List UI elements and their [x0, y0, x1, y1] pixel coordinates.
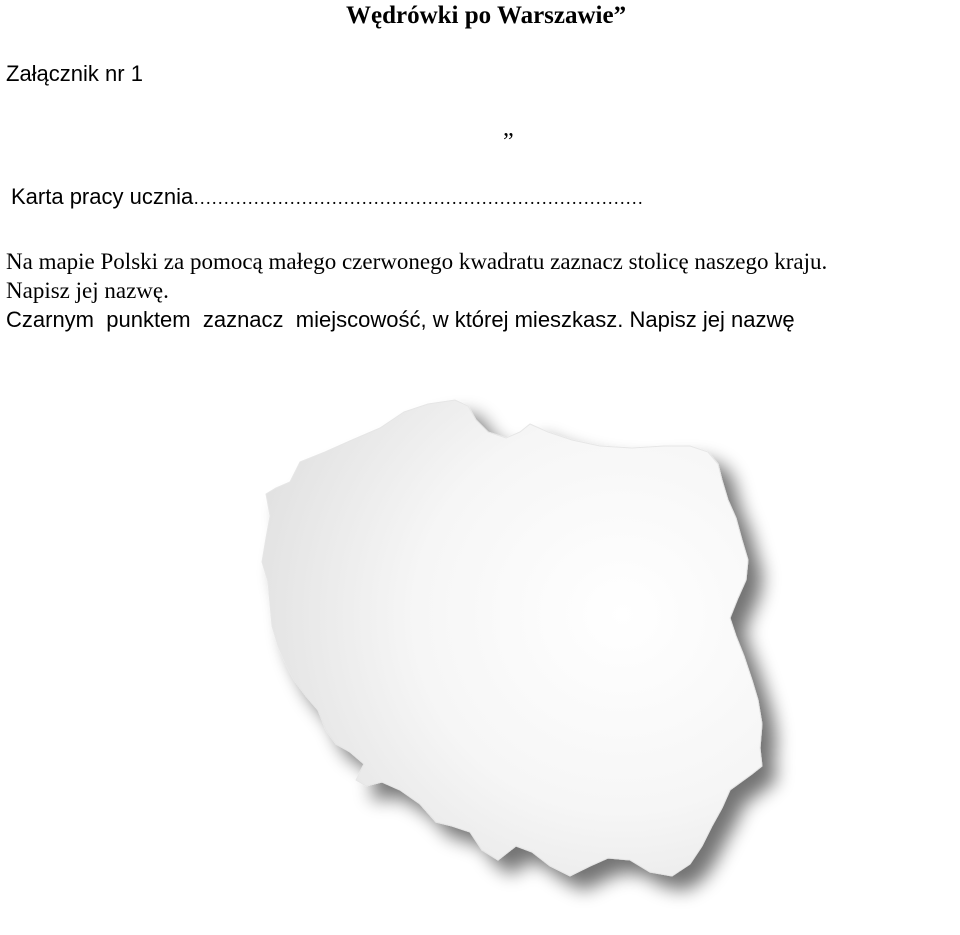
instruction-hometown: Czarnym punktem zaznacz miejscowość, w której mieszkasz. Napisz jej nazwę: [6, 307, 795, 332]
poland-outline[interactable]: [262, 400, 762, 876]
instruction-capital: Na mapie Polski za pomocą małego czerwonego kwadratu zaznacz stolicę naszego kraju.: [6, 249, 828, 274]
student-name-blank[interactable]: …………………………………………………………………: [193, 188, 644, 208]
document-title: Wędrówki po Warszawie”: [346, 2, 627, 29]
attachment-label: Załącznik nr 1: [6, 61, 143, 86]
instruction-write-name: Napisz jej nazwę.: [6, 278, 169, 303]
stray-quote: ”: [503, 129, 514, 155]
worksheet-label: Karta pracy ucznia: [11, 184, 194, 209]
